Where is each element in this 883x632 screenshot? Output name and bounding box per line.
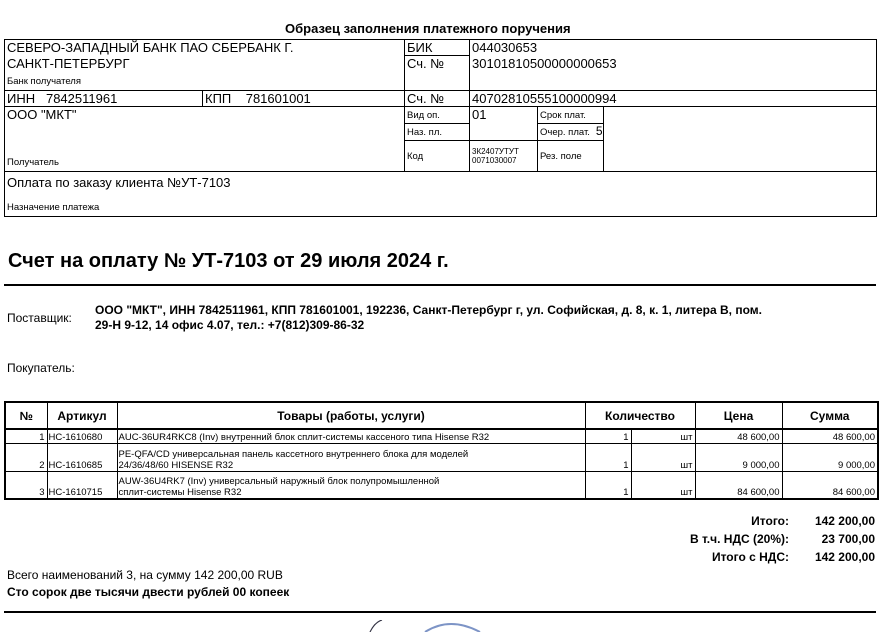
col-qty-header: Количество — [585, 402, 695, 429]
row-name: PE-QFA/CD универсальная панель кассетного внутреннего блока для моделей 24/36/48/60 HISENSE R32 — [117, 443, 585, 471]
col-article-header: Артикул — [47, 402, 117, 429]
row-num: 2 — [5, 443, 47, 471]
corr-account-label: Сч. № — [405, 56, 470, 91]
kod-value-line2: 0071030007 — [472, 156, 517, 165]
table-row — [5, 429, 878, 443]
row-qty: 1 — [585, 429, 631, 443]
goods-table — [4, 401, 879, 500]
bank-caption: Банк получателя — [7, 76, 81, 87]
naz-pl-label: Наз. пл. — [405, 124, 470, 141]
recipient-name: ООО "МКТ" — [7, 107, 77, 122]
title-divider — [4, 284, 876, 286]
kpp-label: КПП — [205, 91, 232, 106]
payment-sample-caption: Образец заполнения платежного поручения — [285, 21, 571, 36]
account-label: Сч. № — [405, 91, 470, 107]
stamp-icon — [340, 620, 540, 632]
inn-value: 7842511961 — [45, 91, 118, 106]
rez-pole-label: Рез. поле — [538, 141, 604, 172]
bik-label: БИК — [405, 40, 470, 56]
col-price-header: Цена — [695, 402, 782, 429]
account-value: 40702810555100000994 — [470, 91, 877, 107]
payment-purpose-text: Оплата по заказу клиента №УТ-7103 — [7, 175, 231, 190]
inn-label: ИНН — [7, 91, 36, 106]
bank-name-line1: СЕВЕРО-ЗАПАДНЫЙ БАНК ПАО СБЕРБАНК Г. — [5, 40, 405, 56]
total-label: Итого: — [751, 514, 789, 528]
row-article: HC-1610680 — [47, 429, 117, 443]
table-row — [5, 443, 878, 471]
row-name: AUW-36U4RK7 (Inv) универсальный наружный блок полупромышленной сплит-системы Hisense R32 — [117, 471, 585, 499]
supplier-label: Поставщик: — [7, 311, 72, 325]
row-unit: шт — [631, 443, 695, 471]
ocher-plat-label: Очер. плат. — [540, 127, 590, 138]
row-unit: шт — [631, 429, 695, 443]
buyer-label: Покупатель: — [7, 361, 75, 375]
col-name-header: Товары (работы, услуги) — [117, 402, 585, 429]
total-with-vat-value: 142 200,00 — [814, 550, 875, 564]
bank-details-table — [4, 39, 877, 217]
row-unit: шт — [631, 471, 695, 499]
items-count-line: Всего наименований 3, на сумму 142 200,00 RUB — [7, 568, 283, 582]
row-article: HC-1610685 — [47, 443, 117, 471]
row-sum: 48 600,00 — [782, 429, 878, 443]
kpp-value: 781601001 — [245, 91, 311, 106]
srok-plat-label: Срок плат. — [538, 107, 604, 124]
invoice-title: Счет на оплату № УТ-7103 от 29 июля 2024 г. — [8, 250, 449, 272]
kod-label: Код — [405, 141, 470, 172]
corr-account-value: 30101810500000000653 — [470, 56, 877, 91]
col-sum-header: Сумма — [782, 402, 878, 429]
vat-label: В т.ч. НДС (20%): — [689, 532, 789, 546]
supplier-line2: 29-Н 9-12, 14 офис 4.07, тел.: +7(812)309-86-32 — [95, 318, 365, 332]
col-num-header: № — [5, 402, 47, 429]
table-row — [5, 471, 878, 499]
row-qty: 1 — [585, 471, 631, 499]
kod-value-line1: 3К2407УТУТ — [472, 147, 519, 156]
row-num: 3 — [5, 471, 47, 499]
row-name: AUC-36UR4RKC8 (Inv) внутренний блок сплит-системы кассеного типа Hisense R32 — [117, 429, 585, 443]
footer-divider — [4, 611, 876, 613]
totals-block — [690, 512, 875, 566]
ocher-plat-value: 5 — [595, 124, 603, 138]
row-num: 1 — [5, 429, 47, 443]
bik-value: 044030653 — [470, 40, 877, 56]
vid-op-value: 01 — [470, 107, 538, 141]
amount-in-words: Сто сорок две тысячи двести рублей 00 копеек — [7, 585, 290, 599]
supplier-line1: ООО "МКТ", ИНН 7842511961, КПП 781601001, 192236, Санкт-Петербург г, ул. Софийская, д. 8, к. 1, литера В, пом. — [95, 303, 762, 317]
row-article: HC-1610715 — [47, 471, 117, 499]
row-sum: 84 600,00 — [782, 471, 878, 499]
row-qty: 1 — [585, 443, 631, 471]
vat-value: 23 700,00 — [821, 532, 875, 546]
total-value: 142 200,00 — [814, 514, 875, 528]
total-with-vat-label: Итого с НДС: — [711, 550, 789, 564]
payment-purpose-caption: Назначение платежа — [7, 202, 100, 213]
supplier-details — [95, 303, 875, 333]
row-sum: 9 000,00 — [782, 443, 878, 471]
vid-op-label: Вид оп. — [405, 107, 470, 124]
row-price: 9 000,00 — [695, 443, 782, 471]
recipient-caption: Получатель — [7, 157, 59, 168]
row-price: 84 600,00 — [695, 471, 782, 499]
row-price: 48 600,00 — [695, 429, 782, 443]
bank-name-line2: САНКТ-ПЕТЕРБУРГ — [7, 55, 130, 71]
